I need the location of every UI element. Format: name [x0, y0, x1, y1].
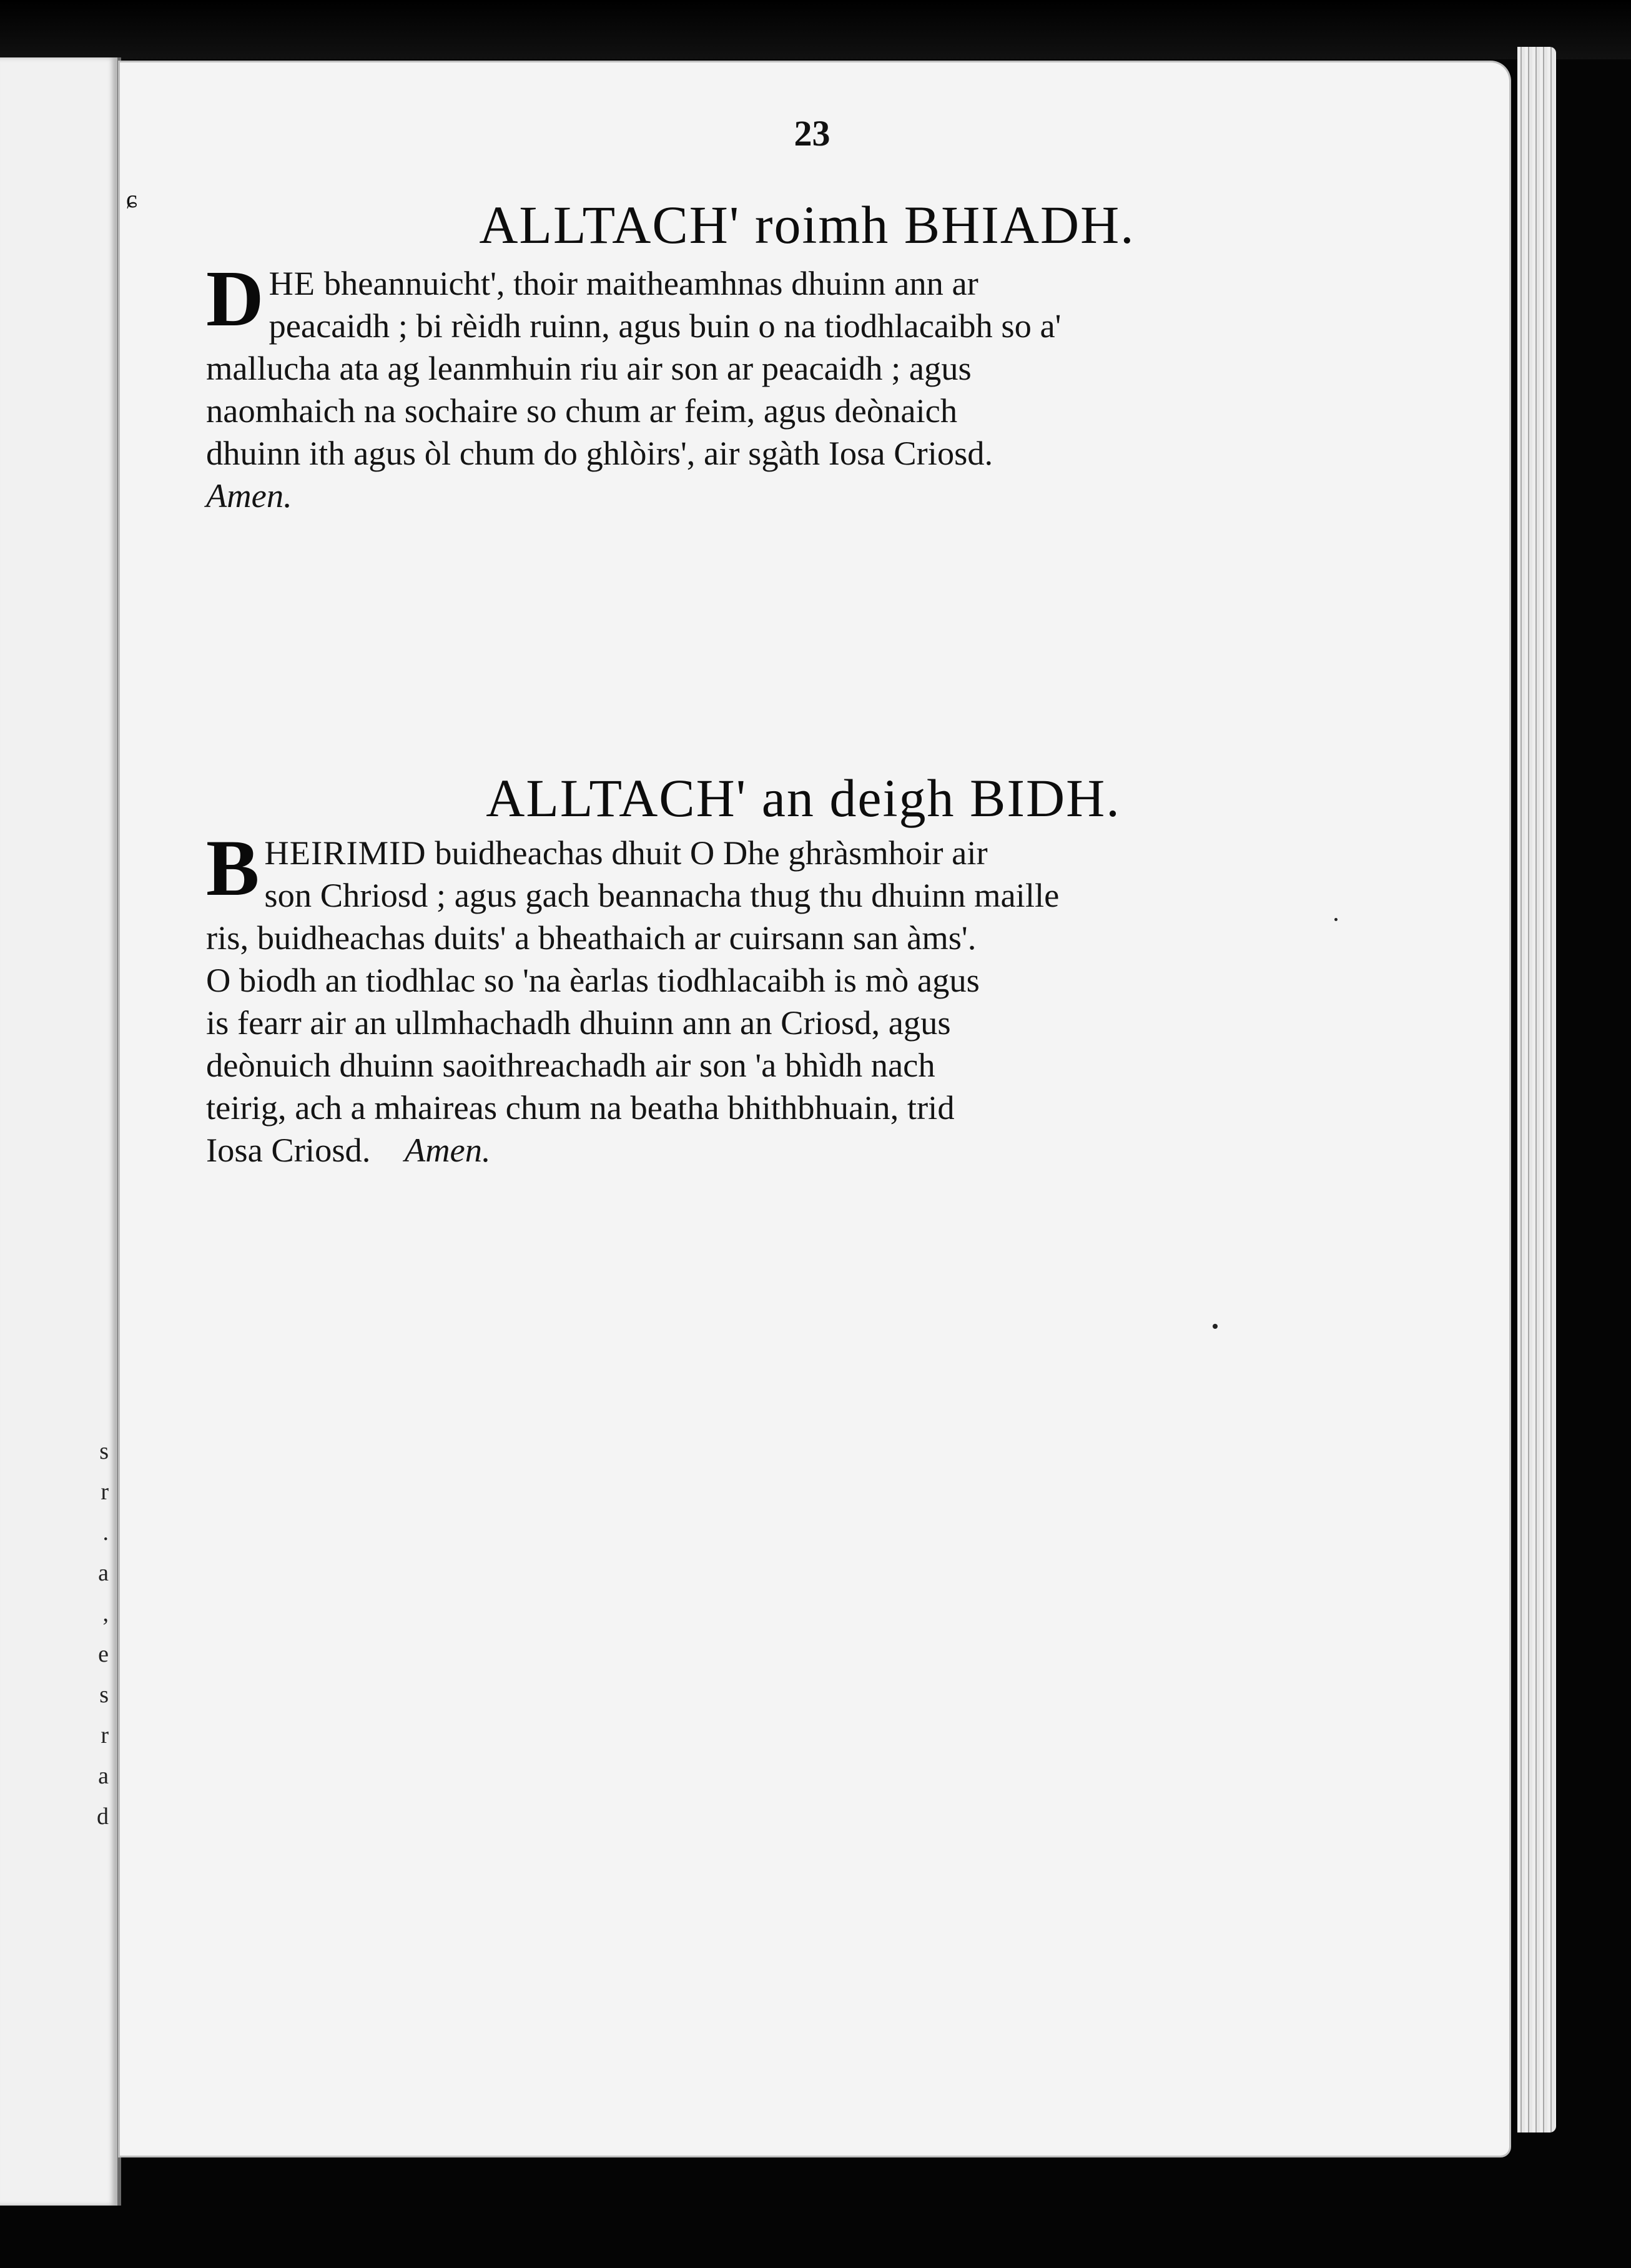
prayer-title-after-meal: ALLTACH' an deigh BIDH.	[486, 768, 1121, 828]
prayer-line: mallucha ata ag leanmhuin riu air son ar peacaidh ; agus	[206, 349, 972, 387]
margin-mark: ɕ	[126, 185, 137, 213]
prayer-line	[206, 262, 1380, 305]
page-number: 23	[794, 113, 830, 154]
book-page	[120, 62, 1509, 2156]
lead-caps: HE	[269, 264, 316, 302]
page-stack-edge	[1517, 47, 1556, 2132]
prev-page-glyph: a	[98, 1763, 109, 1789]
prayer-line	[206, 832, 1380, 874]
prayer-text-before-meal	[206, 254, 1380, 517]
prev-page-glyph: s	[99, 1438, 109, 1464]
prev-page-glyph: ,	[102, 1600, 109, 1627]
prayer-line: peacaidh ; bi rèidh ruinn, agus buin o na tiodhlacaibh so a'	[269, 307, 1062, 345]
drop-cap: D	[206, 254, 264, 343]
print-speck	[1213, 1324, 1218, 1329]
prev-page-glyph: a	[98, 1560, 109, 1586]
prayer-line: is fearr air an ullmhachadh dhuinn ann an Criosd, agus	[206, 1003, 951, 1042]
prayer-line: ris, buidheachas duits' a bheathaich ar cuirsann san àms'.	[206, 919, 977, 957]
prayer-line	[206, 1129, 1380, 1171]
prayer-title-before-meal: ALLTACH' roimh BHIADH.	[479, 195, 1135, 255]
prev-page-glyph: e	[98, 1641, 109, 1667]
prayer-line: teirig, ach a mhaireas chum na beatha bhithbhuain, trid	[206, 1088, 955, 1127]
lead-caps: HEIRIMID	[264, 834, 426, 872]
prev-page-glyph: s	[99, 1682, 109, 1708]
prayer-line-text: Iosa Criosd.	[206, 1131, 371, 1169]
prayer-line: naomhaich na sochaire so chum ar feim, agus deònaich	[206, 392, 958, 430]
prayer-text-after-meal	[206, 824, 1380, 1171]
previous-page-edge	[0, 57, 121, 2206]
prayer-line: dhuinn ith agus òl chum do ghlòirs', air sgàth Iosa Criosd.	[206, 434, 993, 472]
amen: Amen.	[206, 476, 292, 515]
prayer-line: son Chriosd ; agus gach beannacha thug thu dhuinn maille	[264, 876, 1060, 914]
amen: Amen.	[404, 1131, 491, 1169]
prayer-line-text: buidheachas dhuit O Dhe ghràsmhoir air	[426, 834, 988, 872]
scan-top-shadow	[0, 0, 1631, 59]
prev-page-glyph: r	[101, 1722, 109, 1748]
prev-page-glyph: d	[97, 1803, 109, 1830]
print-speck	[1334, 918, 1338, 921]
drop-cap: B	[206, 824, 260, 912]
prev-page-glyph: r	[101, 1479, 109, 1505]
prayer-line-text: bheannuicht', thoir maitheamhnas dhuinn ann ar	[315, 264, 978, 302]
prayer-line: O biodh an tiodhlac so 'na èarlas tiodhlacaibh is mò agus	[206, 961, 980, 999]
prev-page-glyph: .	[102, 1519, 109, 1546]
prayer-line: deònuich dhuinn saoithreachadh air son 'a bhìdh nach	[206, 1046, 935, 1084]
